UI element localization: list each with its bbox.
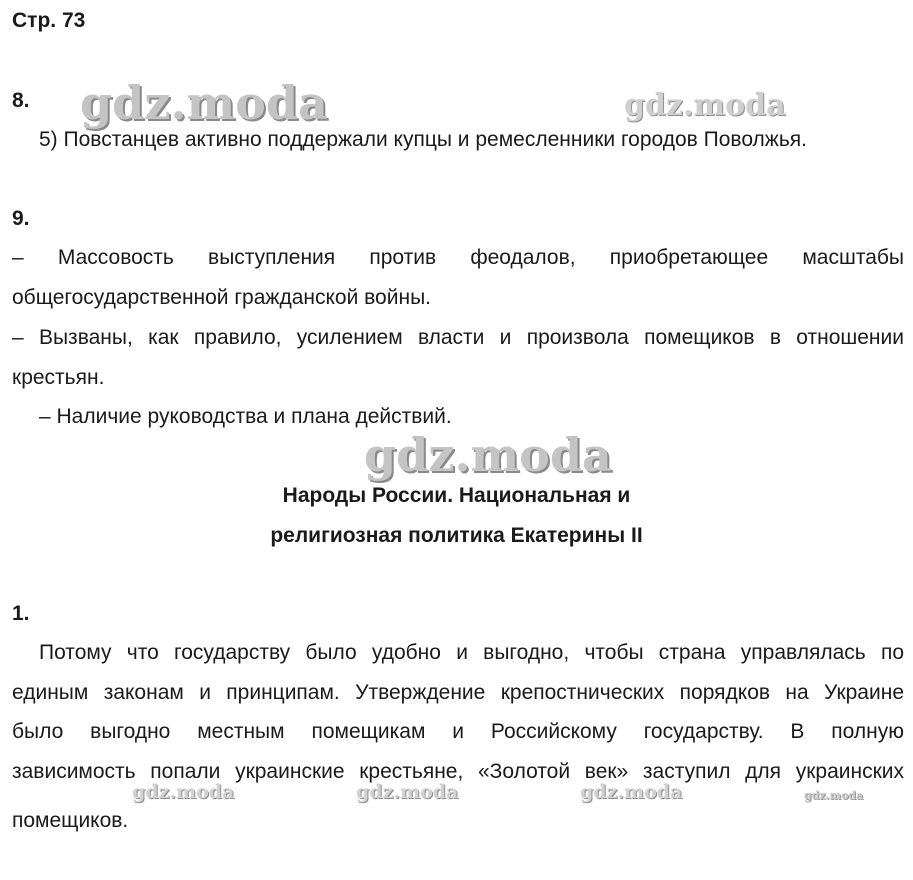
watermark: gdz.moda: [580, 781, 683, 803]
task-8-number: 8.: [12, 89, 30, 112]
task-9-line: – Вызваны, как правило, усилением власти и произвола помещиков в отношении: [12, 326, 904, 349]
task-9-line: – Наличие руководства и плана действий.: [39, 405, 452, 428]
watermark: gdz.moda: [356, 781, 459, 803]
task-9-line: общегосударственной гражданской войны.: [12, 286, 431, 309]
task-9-number: 9.: [12, 207, 30, 230]
task-9-line: – Массовость выступления против феодалов, приобретающее масштабы: [12, 246, 904, 269]
section-title: религиозная политика Екатерины II: [270, 524, 643, 547]
task-1-line: Потому что государству было удобно и выгодно, чтобы страна управлялась по: [39, 641, 904, 664]
task-1-line: зависимость попали украинские крестьяне, «Золотой век» заступил для украинских: [12, 760, 904, 783]
watermark: gdz.moda: [364, 428, 612, 482]
watermark: gdz.moda: [624, 88, 786, 123]
task-9-line: крестьян.: [12, 366, 105, 389]
task-1-number: 1.: [12, 602, 30, 625]
watermark: gdz.moda: [804, 789, 864, 802]
section-title: Народы России. Национальная и: [282, 484, 631, 507]
task-1-line: единым законам и принципам. Утверждение крепостнических порядков на Украине: [12, 681, 904, 704]
watermark: gdz.moda: [132, 781, 235, 803]
task-8-text: 5) Повстанцев активно поддержали купцы и ремесленники городов Поволжья.: [39, 128, 807, 151]
task-1-line: было выгодно местным помещикам и Российскому государству. В полную: [12, 720, 904, 743]
watermark: gdz.moda: [80, 76, 328, 130]
task-1-line: помещиков.: [12, 809, 129, 832]
page-number: Стр. 73: [12, 9, 86, 32]
